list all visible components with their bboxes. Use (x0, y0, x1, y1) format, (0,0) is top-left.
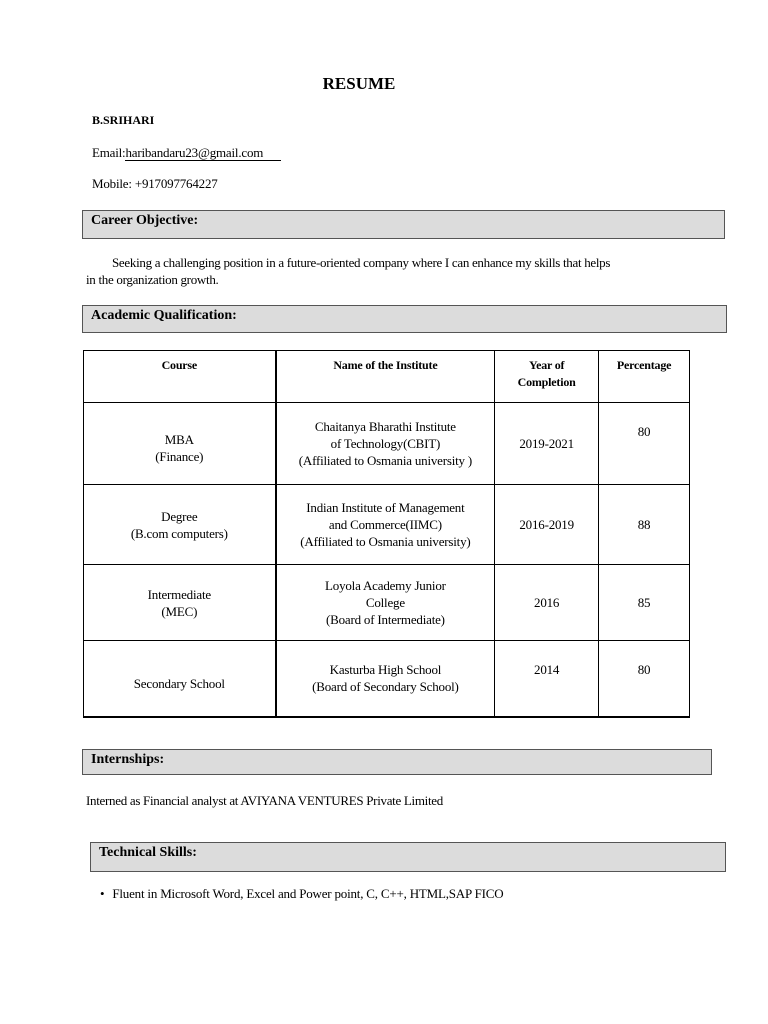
resume-title: RESUME (322, 74, 396, 93)
table-row (84, 403, 690, 485)
cell-course: Intermediate (MEC) (84, 565, 276, 641)
mobile-line: Mobile: +917097764227 (92, 176, 218, 191)
table-row (84, 565, 690, 641)
cell-course: Degree (B.com computers) (84, 485, 276, 565)
technical-skills-header: Technical Skills: (90, 842, 726, 872)
cell-institute: Indian Institute of Management and Commerce(IIMC) (Affiliated to Osmania university) (276, 485, 495, 565)
academic-table (83, 350, 690, 718)
cell-institute: Chaitanya Bharathi Institute of Technology(CBIT) (Affiliated to Osmania university ) (276, 403, 495, 485)
table-header-row (84, 351, 690, 403)
col-header-year: Year of Completion (495, 351, 599, 403)
list-item: • Fluent in Microsoft Word, Excel and Power point, C, C++, HTML,SAP FICO (100, 886, 504, 901)
internship-text: Interned as Financial analyst at AVIYANA VENTURES Private Limited (86, 793, 443, 808)
col-header-percentage: Percentage (599, 351, 690, 403)
internships-header: Internships: (82, 749, 712, 775)
col-header-course: Course (84, 351, 276, 403)
career-objective-header: Career Objective: (82, 210, 725, 239)
cell-percentage: 85 (599, 565, 690, 641)
cell-year: 2016 (495, 565, 599, 641)
academic-header: Academic Qualification: (82, 305, 727, 333)
col-header-institute: Name of the Institute (276, 351, 495, 403)
career-text-line2: in the organization growth. (86, 272, 219, 287)
skills-list (100, 886, 503, 902)
cell-course: Secondary School (84, 641, 276, 717)
email-link[interactable]: haribandaru23@gmail.com (125, 145, 281, 161)
cell-percentage: 80 (599, 403, 690, 485)
cell-year: 2014 (495, 641, 599, 717)
email-line (92, 145, 281, 161)
email-label: Email: (92, 145, 126, 160)
cell-year: 2019-2021 (495, 403, 599, 485)
bullet-icon: • (100, 886, 105, 901)
candidate-name: B.SRIHARI (92, 113, 155, 127)
cell-year: 2016-2019 (495, 485, 599, 565)
table-row (84, 485, 690, 565)
cell-percentage: 88 (599, 485, 690, 565)
career-objective-text (86, 254, 686, 288)
cell-institute: Loyola Academy Junior College (Board of Intermediate) (276, 565, 495, 641)
cell-course: MBA (Finance) (84, 403, 276, 485)
cell-institute: Kasturba High School (Board of Secondary School) (276, 641, 495, 717)
cell-percentage: 80 (599, 641, 690, 717)
career-text-line1: Seeking a challenging position in a future-oriented company where I can enhance my skills that helps (112, 255, 611, 270)
table-row (84, 641, 690, 717)
